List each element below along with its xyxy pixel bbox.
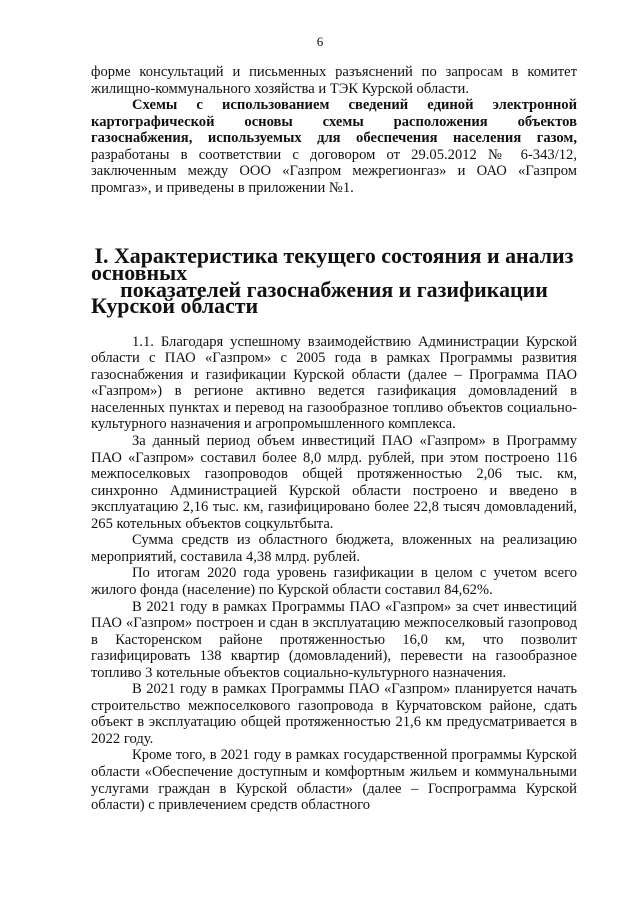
paragraph-state-program: Кроме того, в 2021 году в рамках государственной программы Курской области «Обеспечение доступным и комфортным жильем и коммунальными услугами граждан в Курской области» (далее – Госпрограмма Курской области) с привлечением средств областного: [91, 747, 577, 814]
page-number: 6: [316, 34, 324, 49]
paragraph-2021-kurchatovsky: В 2021 году в рамках Программы ПАО «Газпром» планируется начать строительство межпоселкового газопровода в Курчатовском районе, сдать объект в эксплуатацию общей протяженностью 21,6 км предусматривается в 2022 году.: [91, 681, 577, 747]
section-heading-line-1: I. Характеристика текущего состояния и анализ основных: [91, 243, 574, 285]
intro-paragraph: форме консультаций и письменных разъяснений по запросам в комитет жилищно-коммунального хозяйства и ТЭК Курской области.: [91, 64, 577, 97]
section-heading-line-2: показателей газоснабжения и газификации Курской области: [91, 276, 548, 319]
schemes-bold-text: Схемы с использованием сведений единой электронной картографической основы схемы расположения объектов газоснабжения, используемых для обеспечения населения газом,: [91, 97, 577, 147]
paragraph-2021-kastorensky: В 2021 году в рамках Программы ПАО «Газпром» за счет инвестиций ПАО «Газпром» построен и сдан в эксплуатацию межпоселковый газопровод в Касторенском районе протяженностью 16,0 км, что позволит газифицировать 138 квартир (домовладений), перевести на газообразное топливо 3 котельные объектов социально-культурного назначения.: [91, 598, 577, 681]
paragraph-gasification-level: По итогам 2020 года уровень газификации в целом с учетом всего жилого фонда (население) по Курской области составил 84,62%.: [91, 565, 577, 598]
schemes-paragraph: [91, 97, 577, 196]
document-body: [91, 64, 577, 814]
paragraph-investments: За данный период объем инвестиций ПАО «Газпром» в Программу ПАО «Газпром» составил более 8,0 млрд. рублей, при этом построено 116 межпоселковых газопроводов общей протяженностью 2,06 тыс. км, синхронно Администрацией Курской области построено и введено в эксплуатацию 2,16 тыс. км, газифицировано более 22,8 тысяч домовладений, 265 котельных объектов соцкультбыта.: [91, 433, 577, 532]
schemes-regular-text: разработаны в соответствии с договором от 29.05.2012 № 6-343/12, заключенным между ООО «Газпром межрегионгаз» и ОАО «Газпром промгаз», и приведены в приложении №1.: [91, 146, 577, 196]
paragraph-1-1: 1.1. Благодаря успешному взаимодействию Администрации Курской области с ПАО «Газпром» с 2005 года в рамках Программы развития газоснабжения и газификации Курской области (далее – Программа ПАО «Газпром») в регионе активно ведется газификация домовладений в населенных пунктах и перевод на газообразное топливо объектов социально-культурного назначения и агропромышленного комплекса.: [91, 333, 577, 433]
section-heading: [91, 243, 577, 319]
paragraph-regional-budget: Сумма средств из областного бюджета, вложенных на реализацию мероприятий, составила 4,38 млрд. рублей.: [91, 532, 577, 565]
